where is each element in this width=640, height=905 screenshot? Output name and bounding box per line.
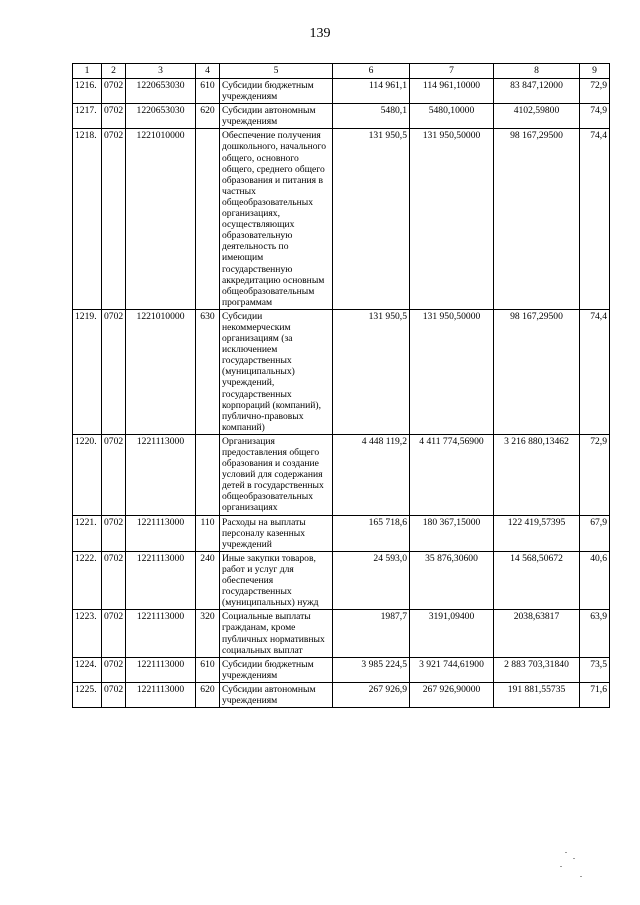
name-cell: Субсидии бюджетным учреждениям: [220, 657, 333, 682]
row-number-cell: 1225.: [73, 682, 102, 707]
expense-type-cell: 110: [196, 515, 220, 551]
approved-amount-cell: 24 593,0: [333, 551, 410, 609]
percent-cell: 40,6: [580, 551, 610, 609]
row-number-cell: 1216.: [73, 79, 102, 104]
expense-type-cell: 620: [196, 682, 220, 707]
row-number-cell: 1221.: [73, 515, 102, 551]
refined-amount-cell: 35 876,30600: [410, 551, 494, 609]
approved-amount-cell: 5480,1: [333, 104, 410, 129]
approved-amount-cell: 4 448 119,2: [333, 434, 410, 515]
target-article-cell: 1221113000: [126, 657, 196, 682]
expense-type-cell: 320: [196, 610, 220, 657]
name-cell: Субсидии автономным учреждениям: [220, 682, 333, 707]
table-body: [73, 79, 610, 708]
name-cell: Субсидии некоммерческим организациям (за исключением государственных (муниципальных) учреждений, государственных корпораций (компаний), публично-правовых компаний): [220, 309, 333, 434]
row-number-cell: 1217.: [73, 104, 102, 129]
expense-type-cell: 240: [196, 551, 220, 609]
target-article-cell: 1221010000: [126, 129, 196, 310]
table-row: [73, 104, 610, 129]
section-code-cell: 0702: [102, 610, 126, 657]
column-header: 1: [73, 64, 102, 79]
column-header: 5: [220, 64, 333, 79]
target-article-cell: 1221113000: [126, 682, 196, 707]
section-code-cell: 0702: [102, 682, 126, 707]
refined-amount-cell: 5480,10000: [410, 104, 494, 129]
executed-amount-cell: 191 881,55735: [494, 682, 580, 707]
target-article-cell: 1221010000: [126, 309, 196, 434]
row-number-cell: 1220.: [73, 434, 102, 515]
name-cell: Расходы на выплаты персоналу казенных учреждений: [220, 515, 333, 551]
percent-cell: 74,4: [580, 129, 610, 310]
scan-artifact: [560, 866, 562, 867]
name-cell: Субсидии автономным учреждениям: [220, 104, 333, 129]
expense-type-cell: [196, 434, 220, 515]
page-number: 139: [309, 26, 331, 41]
header-row: [73, 64, 610, 79]
refined-amount-cell: 180 367,15000: [410, 515, 494, 551]
target-article-cell: 1221113000: [126, 515, 196, 551]
percent-cell: 71,6: [580, 682, 610, 707]
percent-cell: 74,4: [580, 309, 610, 434]
executed-amount-cell: 98 167,29500: [494, 129, 580, 310]
target-article-cell: 1221113000: [126, 434, 196, 515]
row-number-cell: 1218.: [73, 129, 102, 310]
budget-table: [72, 63, 610, 708]
executed-amount-cell: 2038,63817: [494, 610, 580, 657]
percent-cell: 72,9: [580, 79, 610, 104]
scan-artifact: [580, 876, 582, 877]
row-number-cell: 1224.: [73, 657, 102, 682]
expense-type-cell: [196, 129, 220, 310]
executed-amount-cell: 2 883 703,31840: [494, 657, 580, 682]
row-number-cell: 1223.: [73, 610, 102, 657]
column-header: 6: [333, 64, 410, 79]
percent-cell: 63,9: [580, 610, 610, 657]
column-header: 9: [580, 64, 610, 79]
approved-amount-cell: 131 950,5: [333, 129, 410, 310]
column-header: 7: [410, 64, 494, 79]
executed-amount-cell: 98 167,29500: [494, 309, 580, 434]
refined-amount-cell: 131 950,50000: [410, 129, 494, 310]
section-code-cell: 0702: [102, 551, 126, 609]
percent-cell: 74,9: [580, 104, 610, 129]
executed-amount-cell: 4102,59800: [494, 104, 580, 129]
refined-amount-cell: 4 411 774,56900: [410, 434, 494, 515]
table-row: [73, 610, 610, 657]
refined-amount-cell: 3 921 744,61900: [410, 657, 494, 682]
name-cell: Организация предоставления общего образования и создание условий для содержания детей в государственных общеобразовательных организациях: [220, 434, 333, 515]
table-row: [73, 434, 610, 515]
section-code-cell: 0702: [102, 104, 126, 129]
section-code-cell: 0702: [102, 309, 126, 434]
table-row: [73, 79, 610, 104]
name-cell: Субсидии бюджетным учреждениям: [220, 79, 333, 104]
percent-cell: 67,9: [580, 515, 610, 551]
refined-amount-cell: 3191,09400: [410, 610, 494, 657]
section-code-cell: 0702: [102, 434, 126, 515]
refined-amount-cell: 131 950,50000: [410, 309, 494, 434]
column-header: 4: [196, 64, 220, 79]
approved-amount-cell: 165 718,6: [333, 515, 410, 551]
table-row: [73, 129, 610, 310]
row-number-cell: 1219.: [73, 309, 102, 434]
executed-amount-cell: 14 568,50672: [494, 551, 580, 609]
approved-amount-cell: 3 985 224,5: [333, 657, 410, 682]
executed-amount-cell: 83 847,12000: [494, 79, 580, 104]
column-header: 8: [494, 64, 580, 79]
scan-artifact: [565, 852, 567, 853]
section-code-cell: 0702: [102, 657, 126, 682]
table-row: [73, 682, 610, 707]
column-header: 3: [126, 64, 196, 79]
expense-type-cell: 630: [196, 309, 220, 434]
target-article-cell: 1221113000: [126, 610, 196, 657]
executed-amount-cell: 3 216 880,13462: [494, 434, 580, 515]
expense-type-cell: 620: [196, 104, 220, 129]
percent-cell: 73,5: [580, 657, 610, 682]
expense-type-cell: 610: [196, 657, 220, 682]
approved-amount-cell: 114 961,1: [333, 79, 410, 104]
table-row: [73, 309, 610, 434]
target-article-cell: 1220653030: [126, 104, 196, 129]
refined-amount-cell: 114 961,10000: [410, 79, 494, 104]
refined-amount-cell: 267 926,90000: [410, 682, 494, 707]
scan-artifact: [573, 858, 575, 859]
section-code-cell: 0702: [102, 129, 126, 310]
target-article-cell: 1220653030: [126, 79, 196, 104]
section-code-cell: 0702: [102, 515, 126, 551]
approved-amount-cell: 131 950,5: [333, 309, 410, 434]
executed-amount-cell: 122 419,57395: [494, 515, 580, 551]
expense-type-cell: 610: [196, 79, 220, 104]
table-row: [73, 551, 610, 609]
approved-amount-cell: 267 926,9: [333, 682, 410, 707]
name-cell: Иные закупки товаров, работ и услуг для обеспечения государственных (муниципальных) нужд: [220, 551, 333, 609]
table-row: [73, 657, 610, 682]
table-row: [73, 515, 610, 551]
section-code-cell: 0702: [102, 79, 126, 104]
column-header: 2: [102, 64, 126, 79]
percent-cell: 72,9: [580, 434, 610, 515]
table-header: [73, 64, 610, 79]
name-cell: Социальные выплаты гражданам, кроме публичных нормативных социальных выплат: [220, 610, 333, 657]
approved-amount-cell: 1987,7: [333, 610, 410, 657]
target-article-cell: 1221113000: [126, 551, 196, 609]
name-cell: Обеспечение получения дошкольного, начального общего, основного общего, среднего общего образования и питания в частных общеобразовательных организациях, осуществляющих образовательную деятельность по имеющим государственную аккредитацию основным общеобразовательным программам: [220, 129, 333, 310]
row-number-cell: 1222.: [73, 551, 102, 609]
